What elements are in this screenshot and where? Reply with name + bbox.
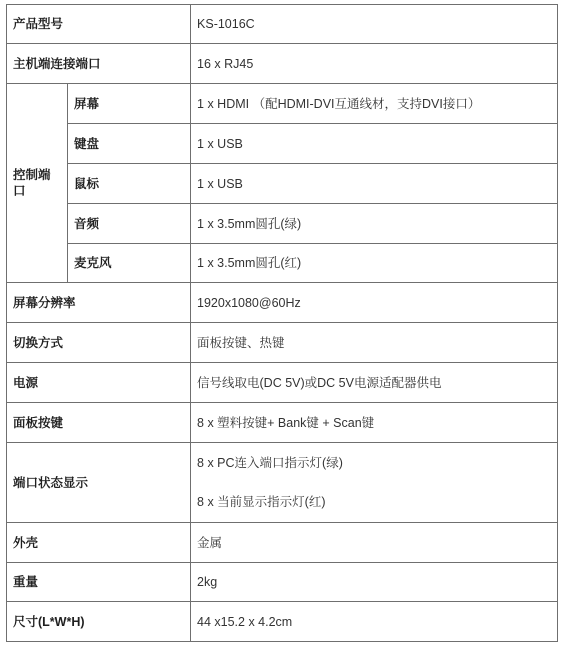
port-status-line: 8 x 当前显示指示灯(红)	[197, 495, 326, 509]
spec-value-host-ports: 16 x RJ45	[191, 44, 558, 84]
spec-label-model: 产品型号	[7, 5, 191, 44]
table-row	[7, 44, 558, 84]
spec-label-weight: 重量	[7, 563, 191, 602]
table-row	[7, 443, 558, 523]
table-row	[7, 124, 558, 164]
table-row	[7, 283, 558, 323]
table-row	[7, 563, 558, 602]
spec-label-resolution: 屏幕分辨率	[7, 283, 191, 323]
table-row	[7, 244, 558, 283]
table-row	[7, 84, 558, 124]
spec-value-switch-mode: 面板按键、热键	[191, 323, 558, 363]
spec-value-microphone: 1 x 3.5mm圆孔(红)	[191, 244, 558, 283]
spec-value-keyboard: 1 x USB	[191, 124, 558, 164]
table-row	[7, 363, 558, 403]
spec-group-control-ports: 控制端口	[7, 84, 68, 283]
spec-value-screen: 1 x HDMI （配HDMI-DVI互通线材，支持DVI接口）	[191, 84, 558, 124]
table-row	[7, 403, 558, 443]
table-row	[7, 204, 558, 244]
spec-value-panel-buttons: 8 x 塑料按键+ Bank键 + Scan键	[191, 403, 558, 443]
spec-value-power: 信号线取电(DC 5V)或DC 5V电源适配器供电	[191, 363, 558, 403]
spec-label-port-status: 端口状态显示	[7, 443, 191, 523]
spec-label-keyboard: 键盘	[68, 124, 191, 164]
port-status-line: 8 x PC连入端口指示灯(绿)	[197, 456, 343, 470]
table-row	[7, 323, 558, 363]
table-row	[7, 5, 558, 44]
spec-label-mouse: 鼠标	[68, 164, 191, 204]
spec-value-port-status	[191, 443, 558, 523]
table-row	[7, 164, 558, 204]
spec-label-microphone: 麦克风	[68, 244, 191, 283]
spec-value-dimensions: 44 x15.2 x 4.2cm	[191, 602, 558, 642]
spec-table	[6, 4, 558, 642]
spec-value-audio: 1 x 3.5mm圆孔(绿)	[191, 204, 558, 244]
spec-value-resolution: 1920x1080@60Hz	[191, 283, 558, 323]
spec-value-model: KS-1016C	[191, 5, 558, 44]
spec-label-panel-buttons: 面板按键	[7, 403, 191, 443]
spec-label-power: 电源	[7, 363, 191, 403]
spec-label-host-ports: 主机端连接端口	[7, 44, 191, 84]
spec-label-audio: 音频	[68, 204, 191, 244]
spec-label-housing: 外壳	[7, 523, 191, 563]
table-row	[7, 523, 558, 563]
table-row	[7, 602, 558, 642]
spec-label-screen: 屏幕	[68, 84, 191, 124]
spec-value-housing: 金属	[191, 523, 558, 563]
spec-label-switch-mode: 切换方式	[7, 323, 191, 363]
spec-label-dimensions: 尺寸(L*W*H)	[7, 602, 191, 642]
spec-value-mouse: 1 x USB	[191, 164, 558, 204]
spec-value-weight: 2kg	[191, 563, 558, 602]
